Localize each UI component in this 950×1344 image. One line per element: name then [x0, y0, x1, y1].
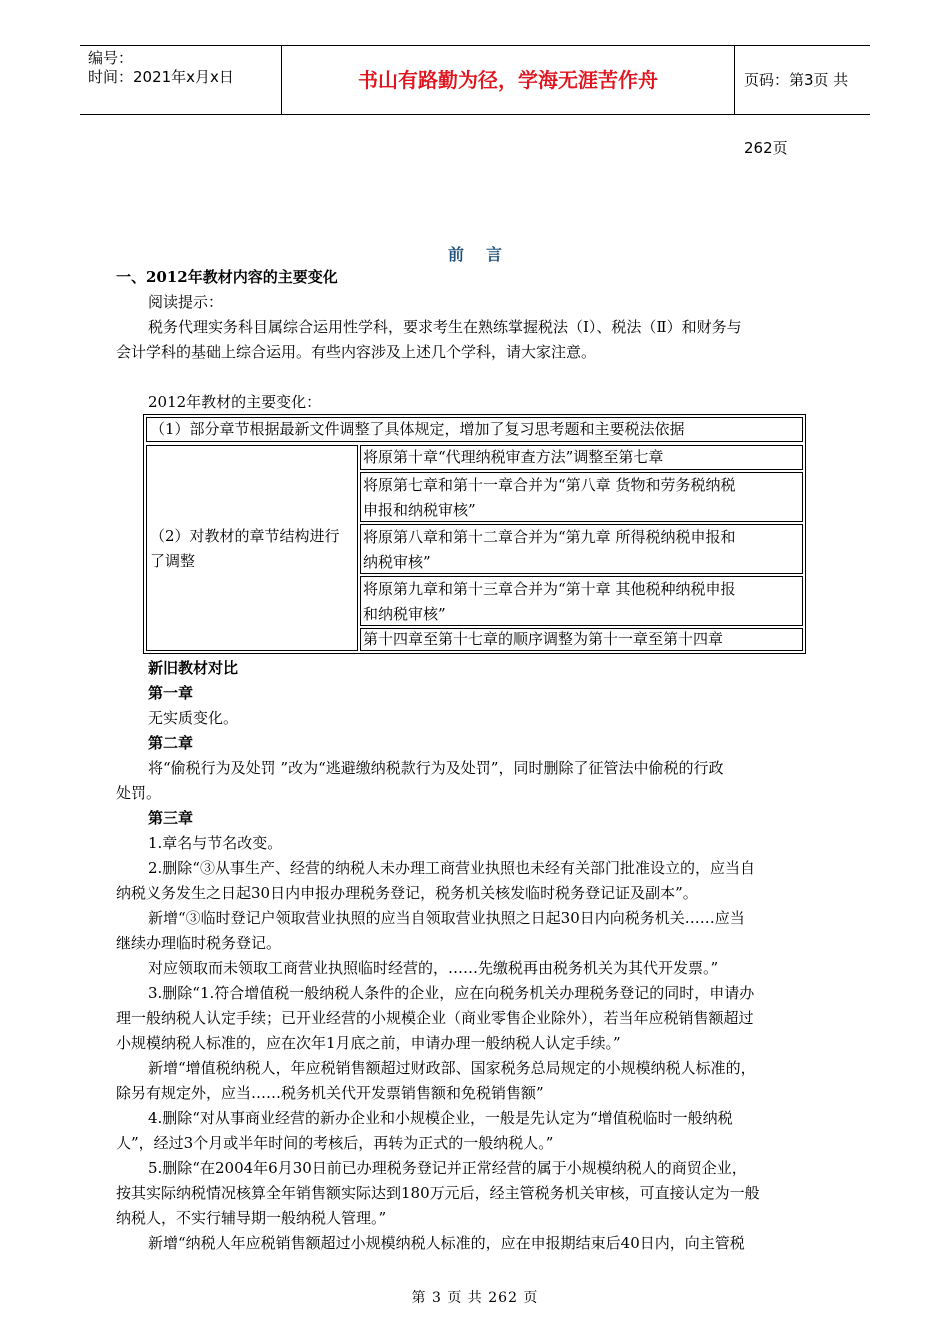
- section-heading: 一、2012年教材内容的主要变化: [116, 268, 338, 286]
- chapter-text: 继续办理临时税务登记。: [116, 934, 282, 952]
- page-title: 前言: [447, 245, 524, 264]
- table-row: [360, 472, 803, 522]
- table-cell-text: 纳税审核”: [363, 553, 431, 571]
- header-info-cell: [80, 46, 280, 114]
- chapter-text: 按其实际纳税情况核算全年销售额实际达到180万元后，经主管税务机关审核，可直接认定为一般: [116, 1184, 760, 1202]
- chapter-text: 除另有规定外，应当……税务机关代开发票销售额和免税销售额”: [116, 1084, 544, 1102]
- table-row: [360, 524, 803, 574]
- table-cell-text: 和纳税审核”: [363, 605, 446, 623]
- chapter-text: 处罚。: [116, 784, 162, 802]
- chapter-text: 1.章名与节名改变。: [148, 834, 283, 852]
- chapter-text: 人”，经过3个月或半年时间的考核后，再转为正式的一般纳税人。”: [116, 1134, 554, 1152]
- chapter-heading: 第三章: [148, 809, 194, 827]
- chapter-text: 理一般纳税人认定手续；已开业经营的小规模企业（商业零售企业除外），若当年应税销售额超过: [116, 1009, 754, 1027]
- document-date-label: 时间：2021年x月x日: [88, 68, 234, 86]
- reading-hint-text: 税务代理实务科目属综合运用性学科，要求考生在熟练掌握税法（Ⅰ）、税法（Ⅱ）和财务与: [148, 318, 742, 336]
- table-row: （1）部分章节根据最新文件调整了具体规定，增加了复习思考题和主要税法依据: [146, 417, 803, 442]
- table-row: [360, 445, 803, 470]
- table-cell-text: 将原第八章和第十二章合并为“第九章 所得税纳税申报和: [363, 528, 736, 546]
- page-footer: 第 3 页 共 262 页: [411, 1290, 539, 1306]
- table-cell-text: 第十四章至第十七章的顺序调整为第十一章至第十四章: [363, 630, 724, 648]
- chapter-text: 新增“③临时登记户领取营业执照的应当自领取营业执照之日起30日内向税务机关……应当: [148, 909, 745, 927]
- chapter-text: 新增“纳税人年应税销售额超过小规模纳税人标准的，应在申报期结束后40日内，向主管税: [148, 1234, 745, 1252]
- table-cell-text: 将原第七章和第十一章合并为“第八章 货物和劳务税纳税: [363, 476, 736, 494]
- chapter-text: 纳税义务发生之日起30日内申报办理税务登记，税务机关核发临时税务登记证及副本”。: [116, 884, 698, 902]
- document-number-label: 编号：: [88, 49, 134, 67]
- chapter-text: 将“偷税行为及处罚 ”改为“逃避缴纳税款行为及处罚”，同时删除了征管法中偷税的行政: [148, 759, 724, 777]
- chapter-heading: 第一章: [148, 684, 194, 702]
- chapter-text: 纳税人，不实行辅导期一般纳税人管理。”: [116, 1209, 387, 1227]
- changes-table: [143, 414, 806, 654]
- table-cell-text: （2）对教材的章节结构进行: [150, 527, 340, 545]
- table-cell-text: 了调整: [150, 552, 196, 570]
- header-motto: 书山有路勤为径，学海无涯苦作舟: [358, 68, 658, 92]
- page-header: [80, 45, 870, 157]
- chapter-text: 小规模纳税人标准的，应在次年1月底之前，申请办理一般纳税人认定手续。”: [116, 1034, 621, 1052]
- table-row: [360, 628, 803, 651]
- table-cell-text: 申报和纳税审核”: [363, 501, 476, 519]
- table-caption: 2012年教材的主要变化：: [148, 393, 322, 411]
- table-left-cell: [146, 445, 358, 651]
- chapter-text: 4.删除“对从事商业经营的新办企业和小规模企业，一般是先认定为“增值税临时一般纳税: [148, 1109, 733, 1127]
- chapter-text: 对应领取而未领取工商营业执照临时经营的，……先缴税再由税务机关为其代开发票。”: [148, 959, 719, 977]
- table-row: [360, 576, 803, 626]
- table-cell-text: 将原第九章和第十三章合并为“第十章 其他税种纳税申报: [363, 580, 736, 598]
- comparison-heading: 新旧教材对比: [148, 659, 239, 677]
- reading-hint-text: 会计学科的基础上综合运用。有些内容涉及上述几个学科，请大家注意。: [116, 343, 597, 361]
- chapter-text: 5.删除“在2004年6月30日前已办理税务登记并正常经营的属于小规模纳税人的商贸企业，: [148, 1159, 747, 1177]
- reading-hint-label: 阅读提示：: [148, 293, 224, 311]
- chapter-text: 2.删除“③从事生产、经营的纳税人未办理工商营业执照也未经有关部门批准设立的，应当自: [148, 859, 755, 877]
- header-page-label: 页码：第3页 共262页: [744, 71, 849, 157]
- table-cell-text: 将原第十章“代理纳税审查方法”调整至第七章: [363, 448, 664, 466]
- chapter-text: 无实质变化。: [148, 709, 239, 727]
- chapter-heading: 第二章: [148, 734, 194, 752]
- chapter-text: 新增“增值税纳税人，年应税销售额超过财政部、国家税务总局规定的小规模纳税人标准的，: [148, 1059, 756, 1077]
- chapter-text: 3.删除“1.符合增值税一般纳税人条件的企业，应在向税务机关办理税务登记的同时，申请办: [148, 984, 755, 1002]
